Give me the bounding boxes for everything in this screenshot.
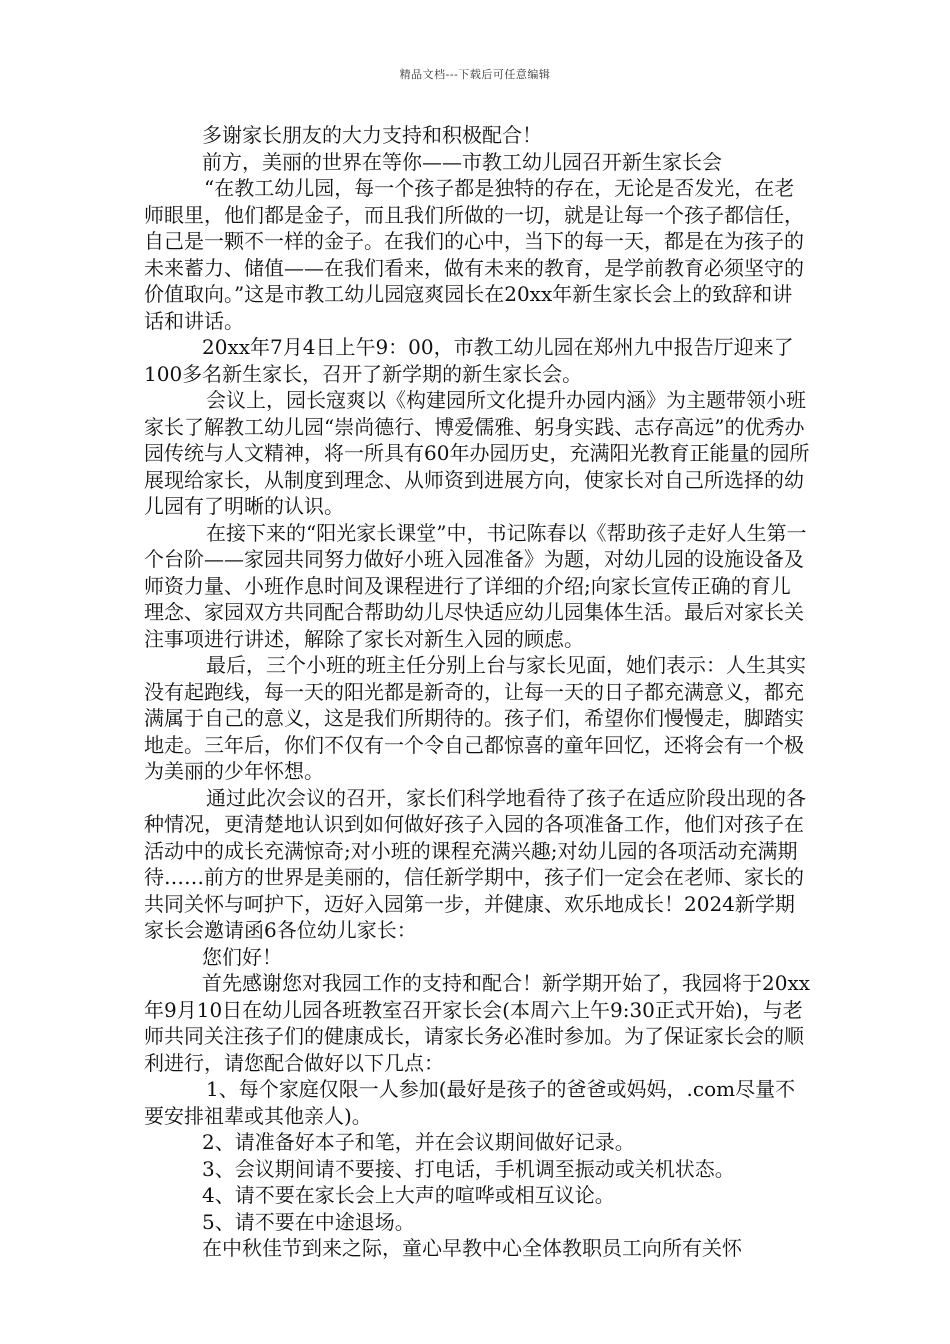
- list-item: 2、请准备好本子和笔，并在会议期间做好记录。: [202, 1130, 635, 1154]
- paragraph: 会议上，园长寇爽以《构建园所文化提升办园内涵》为主题带领小班家长了解教工幼儿园“崇尚德行、博爱儒雅、躬身实践、志存高远”的优秀办园传统与人文精神，将一所具有60年办园历史，充满阳光教育正能量的园所展现给家长，从制度到理念、从师资到进展方向，使家长对自己所选择的幼儿园有了明晰的认识。: [144, 388, 810, 518]
- paragraph: 多谢家长朋友的大力支持和积极配合！: [202, 123, 542, 147]
- list-item: 4、请不要在家长会上大声的喧哗或相互议论。: [202, 1183, 615, 1207]
- list-item: 3、会议期间请不要接、打电话，手机调至振动或关机状态。: [202, 1156, 735, 1181]
- paragraph: 通过此次会议的召开，家长们科学地看待了孩子在适应阶段出现的各种情况，更清楚地认识到如何做好孩子入园的各项准备工作，他们对孩子在活动中的成长充满惊奇;对小班的课程充满兴趣;对幼儿园的各项活动充满期待……前方的世界是美丽的，信任新学期中，孩子们一定会在老师、家长的共同关怀与呵护下，迈好入园第一步，并健康、欢乐地成长！2024新学期家长会邀请函6各位幼儿家长：: [144, 785, 806, 942]
- list-item: 1、每个家庭仅限一人参加(最好是孩子的爸爸或妈妈，.com尽量不要安排祖辈或其他亲人)。: [144, 1077, 796, 1128]
- list-item: 5、请不要在中途退场。: [202, 1209, 415, 1234]
- page-header: 精品文档---下载后可任意编辑: [399, 68, 551, 81]
- paragraph: 20xx年7月4日上午9：00，市教工幼儿园在郑州九中报告厅迎来了100多名新生家长，召开了新学期的新生家长会。: [144, 335, 794, 386]
- paragraph: 前方，美丽的世界在等你——市教工幼儿园召开新生家长会: [202, 149, 722, 174]
- paragraph: 在接下来的“阳光家长课堂”中，书记陈春以《帮助孩子走好人生第一个台阶——家园共同努力做好小班入园准备》为题，对幼儿园的设施设备及师资力量、小班作息时间及课程进行了详细的介绍;向家长宣传正确的育儿理念、家园双方共同配合帮助幼儿尽快适应幼儿园集体生活。最后对家长关注事项进行讲述，解除了家长对新生入园的顾虑。: [144, 520, 807, 651]
- paragraph: 首先感谢您对我园工作的支持和配合！新学期开始了，我园将于20xx年9月10日在幼儿园各班教室召开家长会(本周六上午9:30正式开始)，与老师共同关注孩子们的健康成长，请家长务必准时参加。为了保证家长会的顺利进行，请您配合做好以下几点：: [144, 971, 811, 1075]
- paragraph: 最后，三个小班的班主任分别上台与家长见面，她们表示：人生其实没有起跑线，每一天的阳光都是新奇的，让每一天的日子都充满意义，都充满属于自己的意义，这是我们所期待的。孩子们，希望你们慢慢走，脚踏实地走。三年后，你们不仅有一个令自己都惊喜的童年回忆，还将会有一个极为美丽的少年怀想。: [144, 653, 806, 783]
- paragraph: 您们好！: [202, 944, 282, 969]
- document-body: [144, 122, 810, 1262]
- paragraph: “在教工幼儿园，每一个孩子都是独特的存在，无论是否发光，在老师眼里，他们都是金子，而且我们所做的一切，就是让每一个孩子都信任，自己是一颗不一样的金子。在我们的心中，当下的每一天，都是在为孩子的未来蓄力、储值——在我们看来，做有未来的教育，是学前教育必须坚守的价值取向。”这是市教工幼儿园寇爽园长在20xx年新生家长会上的致辞和讲话和讲话。: [144, 176, 804, 333]
- paragraph: 在中秋佳节到来之际，童心早教中心全体教职员工向所有关怀: [202, 1236, 742, 1260]
